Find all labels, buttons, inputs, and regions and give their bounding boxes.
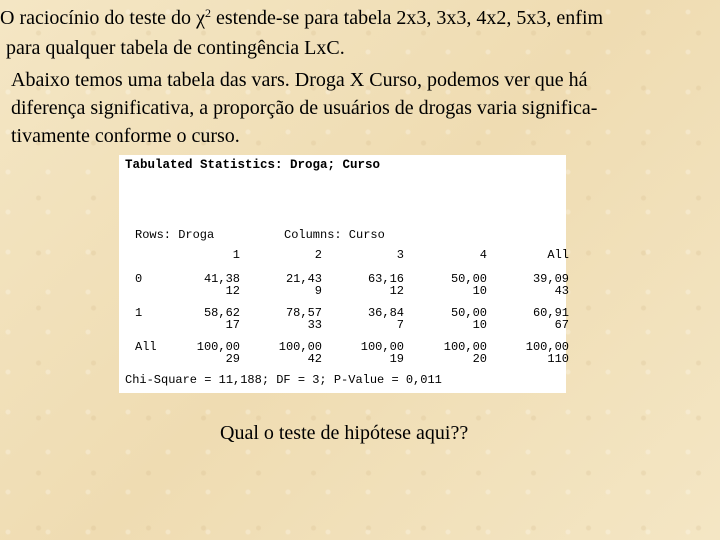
- table-cell-percent: 63,16: [367, 272, 404, 286]
- table-cell-count: 10: [472, 318, 487, 332]
- paragraph-line-4: diferença significativa, a proporção de usuários de drogas varia significa-: [11, 97, 598, 119]
- table-cell-percent: 41,38: [203, 272, 240, 286]
- table-cell-count: 7: [396, 318, 404, 332]
- column-header: 4: [479, 248, 487, 262]
- table-cell-count: 19: [389, 352, 404, 366]
- paragraph-line-5: tivamente conforme o curso.: [11, 125, 240, 147]
- table-cell-count: 20: [472, 352, 487, 366]
- intro-line-1-start: O raciocínio do teste do: [0, 7, 197, 29]
- intro-line-2: para qualquer tabela de contingência LxC.: [6, 37, 345, 59]
- table-cell-count: 110: [547, 352, 569, 366]
- row-label: All: [135, 340, 157, 354]
- rows-label: Rows: Droga: [135, 228, 215, 242]
- table-cell-percent: 78,57: [285, 306, 322, 320]
- table-cell-count: 67: [554, 318, 569, 332]
- table-cell-percent: 100,00: [196, 340, 240, 354]
- row-label: 0: [135, 272, 143, 286]
- table-title: Tabulated Statistics: Droga; Curso: [125, 158, 381, 172]
- chi-square-result: Chi-Square = 11,188; DF = 3; P-Value = 0,011: [125, 373, 442, 387]
- table-cell-count: 17: [225, 318, 240, 332]
- minitab-output-table: [119, 155, 569, 393]
- table-cell-percent: 39,09: [532, 272, 569, 286]
- table-cell-percent: 100,00: [278, 340, 322, 354]
- row-label: 1: [135, 306, 143, 320]
- question-text: Qual o teste de hipótese aqui??: [220, 422, 469, 444]
- table-cell-count: 12: [389, 284, 404, 298]
- column-header: 1: [232, 248, 240, 262]
- paragraph-line-3: Abaixo temos uma tabela das vars. Droga X Curso, podemos ver que há: [11, 69, 588, 91]
- table-cell-percent: 21,43: [285, 272, 322, 286]
- table-cell-count: 9: [314, 284, 322, 298]
- chi-superscript: 2: [204, 6, 211, 20]
- column-header: 2: [314, 248, 322, 262]
- columns-label: Columns: Curso: [284, 228, 385, 242]
- table-cell-percent: 58,62: [203, 306, 240, 320]
- table-cell-count: 12: [225, 284, 240, 298]
- table-cell-percent: 36,84: [367, 306, 404, 320]
- table-cell-count: 10: [472, 284, 487, 298]
- table-cell-count: 29: [225, 352, 240, 366]
- table-cell-count: 43: [554, 284, 569, 298]
- table-cell-percent: 50,00: [450, 272, 487, 286]
- table-cell-percent: 60,91: [532, 306, 569, 320]
- table-cell-percent: 100,00: [360, 340, 404, 354]
- chi-symbol: χ: [196, 7, 205, 29]
- intro-line-1: [0, 6, 603, 30]
- column-header: 3: [396, 248, 404, 262]
- table-cell-percent: 100,00: [525, 340, 569, 354]
- table-cell-count: 42: [307, 352, 322, 366]
- table-cell-percent: 100,00: [443, 340, 487, 354]
- column-header: All: [547, 248, 569, 262]
- table-cell-percent: 50,00: [450, 306, 487, 320]
- intro-line-1-end: estende-se para tabela 2x3, 3x3, 4x2, 5x3, enfim: [210, 7, 604, 29]
- table-cell-count: 33: [307, 318, 322, 332]
